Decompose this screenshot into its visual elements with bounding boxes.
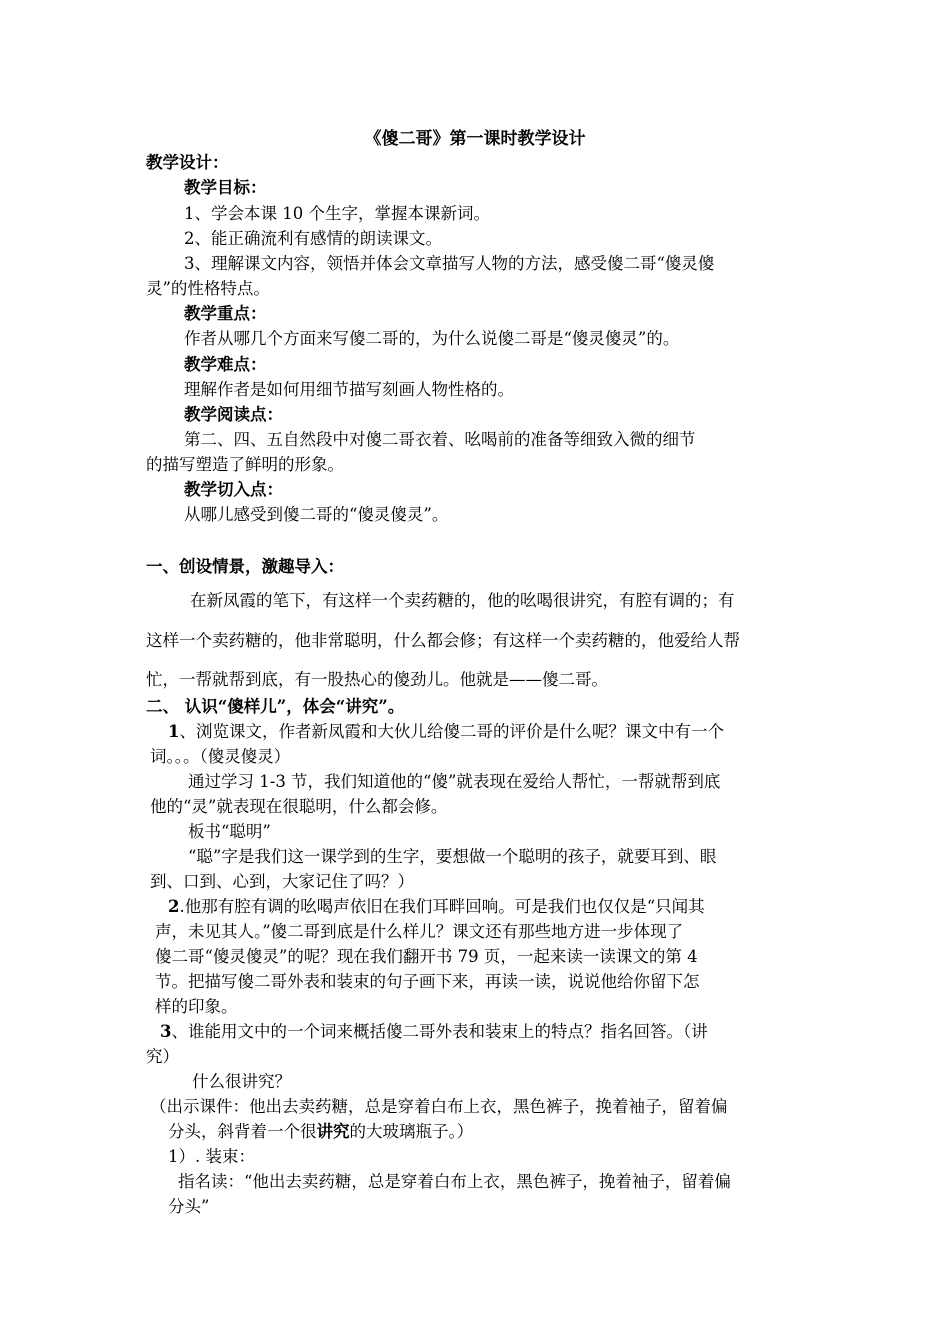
item-2-line-3: 傻二哥“傻灵傻灵”的呢？现在我们翻开书 79 页，一起来读一读课文的第 4: [155, 947, 698, 966]
section-1-para-line-3: 忙，一帮就帮到底，有一股热心的傻劲儿。他就是——傻二哥。: [146, 670, 608, 689]
item-1-line-1: [168, 721, 724, 743]
section-1-para-line-1: 在新凤霞的笔下，有这样一个卖药糖的，他的吆喝很讲究，有腔有调的；有: [190, 591, 735, 610]
courseware-line-2: [168, 1121, 473, 1143]
section-1-heading: 一、创设情景，激趣导入：: [146, 557, 344, 576]
subitem-1: 1）. 装束：: [168, 1147, 255, 1166]
entry-heading: 教学切入点：: [184, 480, 283, 499]
courseware-line-1: （出示课件：他出去卖药糖，总是穿着白布上衣，黑色裤子，挽着袖子，留着偏: [150, 1097, 728, 1116]
item-1-line-6: 到、口到、心到，大家记住了吗？）: [150, 872, 414, 891]
design-heading: 教学设计：: [146, 153, 229, 172]
page-title: 《傻二哥》第一课时教学设计: [364, 129, 586, 149]
item-1-number: 1: [168, 722, 180, 741]
goal-3-line-1: 3、理解课文内容，领悟并体会文章描写人物的方法，感受傻二哥“傻灵傻: [184, 254, 715, 273]
read-line-2: 分头”: [168, 1197, 210, 1216]
difficulty-heading: 教学难点：: [184, 355, 267, 374]
item-2-line-5: 样的印象。: [155, 997, 238, 1016]
courseware-text-a: 分头，斜背着一个很: [168, 1122, 317, 1141]
courseware-text-b: 的大玻璃瓶子。）: [349, 1122, 474, 1141]
goals-heading: 教学目标：: [184, 178, 267, 197]
courseware-emphasis: 讲究: [316, 1122, 350, 1141]
item-1-line-5: “聪”字是我们这一课学到的生字，要想做一个聪明的孩子，就要耳到、眼: [188, 847, 717, 866]
board-note: 板书“聪明”: [188, 822, 271, 841]
item-2-text: .他那有腔有调的吆喝声依旧在我们耳畔回响。可是我们也仅仅是“只闻其: [179, 897, 705, 916]
item-1-text: 、浏览课文，作者新凤霞和大伙儿给傻二哥的评价是什么呢？课文中有一个: [179, 722, 724, 741]
question: 什么很讲究？: [192, 1072, 291, 1091]
reading-text-line-2: 的描写塑造了鲜明的形象。: [146, 455, 344, 474]
item-1-line-4: 他的“灵”就表现在很聪明，什么都会修。: [150, 797, 448, 816]
goal-2: 2、能正确流利有感情的朗读课文。: [184, 229, 442, 248]
item-3-line-1: [160, 1021, 708, 1043]
entry-text: 从哪儿感受到傻二哥的“傻灵傻灵”。: [184, 505, 449, 524]
difficulty-text: 理解作者是如何用细节描写刻画人物性格的。: [184, 380, 514, 399]
goal-1: 1、学会本课 10 个生字，掌握本课新词。: [184, 204, 490, 223]
read-line-1: 指名读：“他出去卖药糖，总是穿着白布上衣，黑色裤子，挽着袖子，留着偏: [178, 1172, 731, 1191]
item-3-number: 3: [160, 1022, 172, 1041]
reading-text-line-1: 第二、四、五自然段中对傻二哥衣着、吆喝前的准备等细致入微的细节: [184, 430, 696, 449]
key-heading: 教学重点：: [184, 304, 267, 323]
reading-heading: 教学阅读点：: [184, 405, 283, 424]
item-2-number: 2: [168, 897, 180, 916]
section-2-heading: 二、 认识“傻样儿”，体会“讲究”。: [146, 697, 405, 716]
item-3-line-2: 究）: [146, 1047, 179, 1066]
item-2-line-1: [168, 896, 705, 918]
goal-3-line-2: 灵”的性格特点。: [146, 279, 270, 298]
item-1-line-2: 词。。。（傻灵傻灵）: [150, 747, 291, 766]
section-1-para-line-2: 这样一个卖药糖的，他非常聪明，什么都会修；有这样一个卖药糖的，他爱给人帮: [146, 631, 740, 650]
item-1-line-3: 通过学习 1-3 节，我们知道他的“傻”就表现在爱给人帮忙，一帮就帮到底: [188, 772, 721, 791]
item-2-line-2: 声，未见其人。”傻二哥到底是什么样儿？课文还有那些地方进一步体现了: [155, 922, 684, 941]
key-text: 作者从哪几个方面来写傻二哥的，为什么说傻二哥是“傻灵傻灵”的。: [184, 329, 680, 348]
item-2-line-4: 节。把描写傻二哥外表和装束的句子画下来，再读一读，说说他给你留下怎: [155, 972, 700, 991]
item-3-text: 、谁能用文中的一个词来概括傻二哥外表和装束上的特点？指名回答。（讲: [171, 1022, 708, 1041]
